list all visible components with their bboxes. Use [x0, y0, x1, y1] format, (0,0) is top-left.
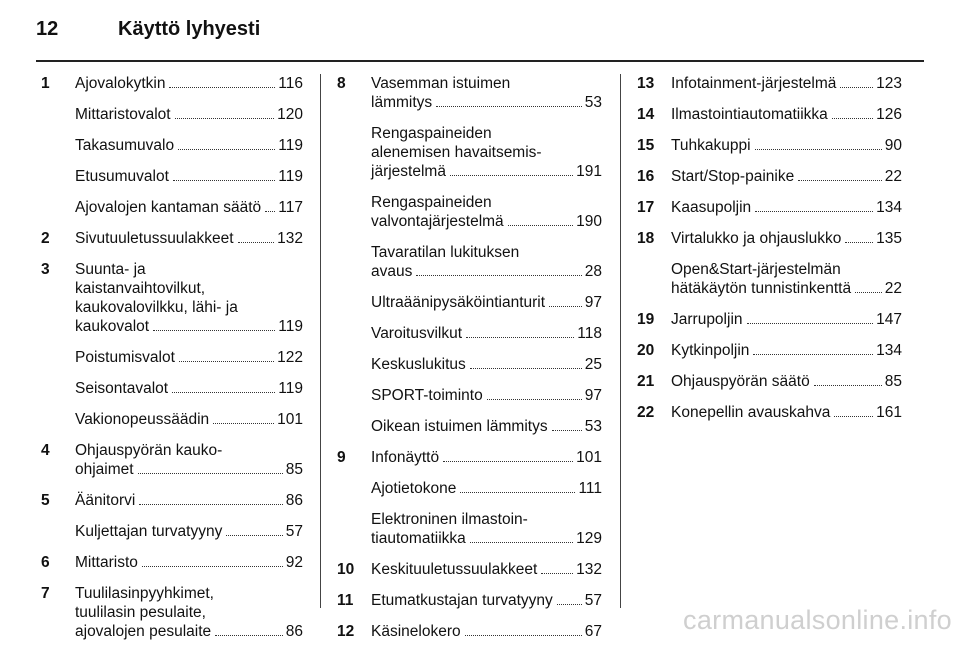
entry-line [75, 198, 303, 217]
dot-leader [175, 118, 275, 119]
entry-line [671, 372, 902, 391]
entry-line [371, 560, 602, 579]
index-entry [337, 193, 602, 231]
entry-number: 11 [337, 592, 354, 609]
entry-number: 19 [637, 311, 655, 328]
page-reference: 92 [285, 554, 303, 571]
entry-text: Virtalukko ja ohjauslukko [671, 230, 842, 247]
entry-line [671, 198, 902, 217]
entry-line [75, 136, 303, 155]
entry-number: 8 [337, 75, 346, 92]
dot-leader [436, 106, 582, 107]
dot-leader [541, 573, 573, 574]
entry-line [671, 229, 902, 248]
index-entry [337, 386, 602, 405]
dot-leader [753, 354, 873, 355]
index-entry [637, 229, 902, 248]
page-reference: 119 [278, 137, 303, 154]
dot-leader [549, 306, 582, 307]
dot-leader [215, 635, 283, 636]
dot-leader [487, 399, 582, 400]
entry-line [371, 262, 602, 281]
entry-text: ajovalojen pesulaite [75, 623, 212, 640]
entry-number: 12 [337, 623, 355, 640]
page-reference: 97 [584, 294, 602, 311]
index-entry [637, 167, 902, 186]
index-entry [637, 403, 902, 422]
index-entry [637, 260, 902, 298]
entry-number: 21 [637, 373, 655, 390]
index-column-2 [337, 74, 602, 653]
page-header [36, 12, 924, 52]
page-reference: 57 [584, 592, 602, 609]
entry-line [371, 355, 602, 374]
dot-leader [139, 504, 282, 505]
dot-leader [460, 492, 575, 493]
entry-text: Tuhkakuppi [671, 137, 751, 154]
page-reference: 120 [277, 106, 303, 123]
page-reference: 123 [876, 75, 902, 92]
index-entry [637, 198, 902, 217]
entry-number: 3 [41, 261, 50, 278]
entry-text: Infonäyttö [371, 449, 440, 466]
index-entry [337, 355, 602, 374]
index-entry [637, 74, 902, 93]
entry-number: 22 [637, 404, 655, 421]
entry-number: 10 [337, 561, 355, 578]
dot-leader [755, 211, 873, 212]
entry-line [75, 317, 303, 336]
page-reference: 101 [576, 449, 602, 466]
page-reference: 116 [278, 75, 303, 92]
dot-leader [845, 242, 873, 243]
entry-text: järjestelmä [371, 163, 446, 180]
entry-number: 15 [637, 137, 655, 154]
page-reference: 129 [576, 530, 602, 547]
index-entry [337, 417, 602, 436]
dot-leader [552, 430, 582, 431]
entry-line [671, 341, 902, 360]
index-entry [41, 74, 303, 93]
page-reference: 190 [576, 213, 602, 230]
entry-text: Konepellin avauskahva [671, 404, 831, 421]
dot-leader [470, 542, 573, 543]
entry-text: Ilmastointiautomatiikka [671, 106, 828, 123]
entry-text: Kuljettajan turvatyyny [75, 523, 223, 540]
index-entry [637, 310, 902, 329]
entry-line [671, 310, 902, 329]
entry-text: Mittaristovalot [75, 106, 171, 123]
entry-text: Oikean istuimen lämmitys [371, 418, 548, 435]
dot-leader [814, 385, 882, 386]
page-reference: 118 [577, 325, 602, 342]
entry-line [75, 410, 303, 429]
index-entry [41, 198, 303, 217]
dot-leader [138, 473, 283, 474]
dot-leader [840, 87, 873, 88]
dot-leader [179, 361, 274, 362]
entry-text: Sivutuuletussuulakkeet [75, 230, 234, 247]
entry-line [75, 167, 303, 186]
entry-text: Ajovalojen kantaman säätö [75, 199, 262, 216]
entry-text: kaukovalot [75, 318, 150, 335]
entry-number: 13 [637, 75, 655, 92]
page-reference: 67 [584, 623, 602, 640]
index-entry [337, 479, 602, 498]
index-column-1 [41, 74, 303, 653]
page-reference: 53 [584, 418, 602, 435]
page-reference: 122 [277, 349, 303, 366]
entry-text: valvontajärjestelmä [371, 213, 504, 230]
entry-line [75, 74, 303, 93]
entry-text: Suunta- ja [75, 261, 146, 278]
entry-line [671, 136, 902, 155]
entry-text: kaukovalovilkku, lähi- ja [75, 299, 238, 316]
header-rule [36, 60, 924, 62]
dot-leader [238, 242, 275, 243]
entry-line [75, 348, 303, 367]
dot-leader [153, 330, 275, 331]
entry-line [371, 93, 602, 112]
dot-leader [450, 175, 573, 176]
entry-line [371, 622, 602, 641]
index-entry [337, 124, 602, 181]
dot-leader [747, 323, 874, 324]
page-reference: 85 [884, 373, 902, 390]
entry-text: Elektroninen ilmastoin- [371, 511, 528, 528]
entry-line [671, 167, 902, 186]
page-reference: 97 [584, 387, 602, 404]
dot-leader [173, 180, 275, 181]
index-entry [41, 441, 303, 479]
dot-leader [213, 423, 274, 424]
entry-line [671, 279, 902, 298]
page-title: Käyttö lyhyesti [118, 18, 261, 40]
index-entry [337, 448, 602, 467]
entry-number: 7 [41, 585, 50, 602]
dot-leader [443, 461, 573, 462]
index-entry [41, 584, 303, 641]
entry-text: Ajotietokone [371, 480, 457, 497]
entry-text: Etusumuvalot [75, 168, 169, 185]
entry-text: Käsinelokero [371, 623, 461, 640]
entry-text: Etumatkustajan turvatyyny [371, 592, 553, 609]
page-reference: 147 [876, 311, 902, 328]
page-reference: 119 [278, 168, 303, 185]
entry-text: Keskuslukitus [371, 356, 466, 373]
page-reference: 191 [576, 163, 602, 180]
entry-text: Ohjauspyörän säätö [671, 373, 810, 390]
entry-text: Äänitorvi [75, 492, 136, 509]
entry-text: Kaasupoljin [671, 199, 752, 216]
index-entry [637, 341, 902, 360]
entry-number: 2 [41, 230, 50, 247]
index-entry [337, 560, 602, 579]
page-reference: 119 [278, 318, 303, 335]
page-reference: 86 [285, 492, 303, 509]
page-reference: 25 [584, 356, 602, 373]
index-entry [337, 324, 602, 343]
entry-line [671, 74, 902, 93]
page-reference: 119 [278, 380, 303, 397]
page-reference: 85 [285, 461, 303, 478]
index-entry [41, 553, 303, 572]
dot-leader [142, 566, 283, 567]
column-divider-1 [320, 74, 321, 608]
index-entry [637, 136, 902, 155]
index-entry [41, 522, 303, 541]
page-reference: 90 [884, 137, 902, 154]
entry-text: Vasemman istuimen [371, 75, 511, 92]
page-reference: 161 [876, 404, 902, 421]
index-entry [637, 105, 902, 124]
page-reference: 101 [277, 411, 303, 428]
entry-number: 17 [637, 199, 655, 216]
entry-number: 5 [41, 492, 50, 509]
entry-text: Ajovalokytkin [75, 75, 166, 92]
page-reference: 117 [278, 199, 303, 216]
column-divider-2 [620, 74, 621, 608]
entry-line [75, 522, 303, 541]
entry-line [75, 229, 303, 248]
entry-text: tiautomatiikka [371, 530, 466, 547]
entry-number: 18 [637, 230, 655, 247]
entry-text: SPORT-toiminto [371, 387, 483, 404]
page-reference: 134 [876, 342, 902, 359]
entry-number: 20 [637, 342, 655, 359]
dot-leader [169, 87, 275, 88]
entry-line [75, 379, 303, 398]
page-reference: 132 [277, 230, 303, 247]
entry-number: 9 [337, 449, 346, 466]
entry-text: Ultraäänipysäköintianturit [371, 294, 546, 311]
entry-line [371, 479, 602, 498]
page-reference: 53 [584, 94, 602, 111]
entry-number: 14 [637, 106, 655, 123]
entry-text: Varoitusvilkut [371, 325, 463, 342]
entry-text: Open&Start-järjestelmän [671, 261, 841, 278]
index-entry [41, 105, 303, 124]
dot-leader [798, 180, 882, 181]
dot-leader [226, 535, 282, 536]
dot-leader [557, 604, 582, 605]
entry-line [371, 162, 602, 181]
entry-text: tuulilasin pesulaite, [75, 604, 206, 621]
index-entry [337, 74, 602, 112]
entry-text: Ohjauspyörän kauko- [75, 442, 223, 459]
entry-text: Kytkinpoljin [671, 342, 750, 359]
entry-text: Rengaspaineiden [371, 194, 492, 211]
dot-leader [265, 211, 275, 212]
index-entry [337, 591, 602, 610]
index-entry [637, 372, 902, 391]
page-reference: 86 [285, 623, 303, 640]
entry-number: 16 [637, 168, 655, 185]
entry-text: Vakionopeussäädin [75, 411, 210, 428]
page-reference: 22 [884, 168, 902, 185]
entry-number: 1 [41, 75, 50, 92]
index-entry [337, 510, 602, 548]
index-entry [41, 260, 303, 336]
entry-text: Poistumisvalot [75, 349, 175, 366]
entry-text: Tavaratilan lukituksen [371, 244, 520, 261]
entry-number: 4 [41, 442, 50, 459]
entry-line [371, 417, 602, 436]
index-entry [41, 491, 303, 510]
dot-leader [508, 225, 573, 226]
entry-line [75, 105, 303, 124]
entry-text: lämmitys [371, 94, 433, 111]
dot-leader [465, 635, 582, 636]
page-reference: 135 [876, 230, 902, 247]
entry-line [371, 386, 602, 405]
entry-line [671, 403, 902, 422]
entry-text: Start/Stop-painike [671, 168, 795, 185]
page-reference: 126 [876, 106, 902, 123]
page-reference: 28 [584, 263, 602, 280]
page-reference: 134 [876, 199, 902, 216]
entry-line [371, 591, 602, 610]
dot-leader [466, 337, 574, 338]
dot-leader [755, 149, 882, 150]
index-entry [41, 348, 303, 367]
entry-text: hätäkäytön tunnistinkenttä [671, 280, 852, 297]
entry-line [75, 460, 303, 479]
entry-line [75, 491, 303, 510]
page-reference: 111 [578, 480, 602, 497]
index-entry [41, 167, 303, 186]
entry-line [371, 293, 602, 312]
entry-line [371, 529, 602, 548]
page-reference: 57 [285, 523, 303, 540]
index-entry [41, 379, 303, 398]
entry-line [371, 448, 602, 467]
index-entry [41, 136, 303, 155]
entry-text: avaus [371, 263, 413, 280]
dot-leader [172, 392, 275, 393]
entry-number: 6 [41, 554, 50, 571]
index-entry [41, 410, 303, 429]
page-reference: 22 [884, 280, 902, 297]
entry-line [371, 324, 602, 343]
entry-text: Mittaristo [75, 554, 138, 571]
entry-text: Takasumuvalo [75, 137, 175, 154]
entry-line [75, 553, 303, 572]
dot-leader [834, 416, 873, 417]
entry-text: Tuulilasinpyyhkimet, [75, 585, 214, 602]
index-entry [337, 622, 602, 641]
index-entry [337, 243, 602, 281]
entry-line [371, 212, 602, 231]
watermark: carmanualsonline.info [683, 605, 952, 635]
entry-text: kaistanvaihtovilkut, [75, 280, 206, 297]
index-column-3 [637, 74, 902, 434]
index-entry [337, 293, 602, 312]
entry-text: Infotainment-järjestelmä [671, 75, 837, 92]
entry-line [75, 622, 303, 641]
entry-text: Rengaspaineiden [371, 125, 492, 142]
page-number: 12 [36, 18, 59, 40]
page-reference: 132 [576, 561, 602, 578]
dot-leader [416, 275, 581, 276]
dot-leader [470, 368, 582, 369]
entry-text: alenemisen havaitsemis- [371, 144, 542, 161]
index-entry [41, 229, 303, 248]
entry-text: Seisontavalot [75, 380, 169, 397]
dot-leader [855, 292, 882, 293]
entry-text: Jarrupoljin [671, 311, 743, 328]
entry-text: ohjaimet [75, 461, 134, 478]
dot-leader [178, 149, 275, 150]
entry-text: Keskituuletussuulakkeet [371, 561, 538, 578]
dot-leader [832, 118, 873, 119]
entry-line [671, 105, 902, 124]
